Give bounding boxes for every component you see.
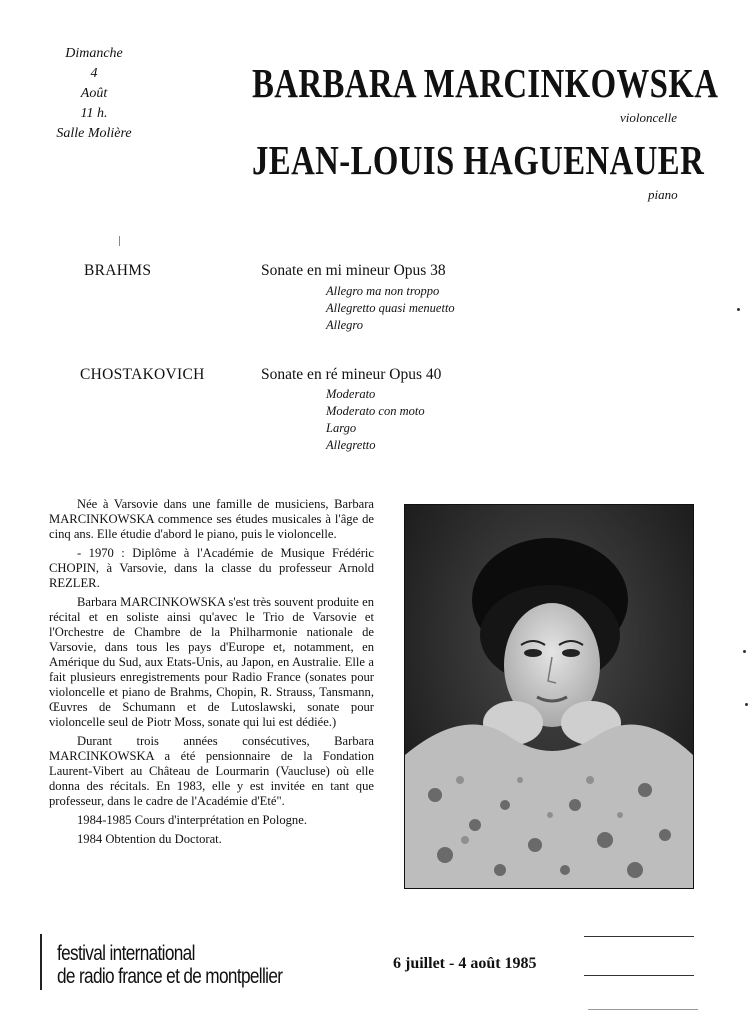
footer-rule: [584, 975, 694, 976]
performer-name-cello: BARBARA MARCINKOWSKA: [252, 60, 719, 106]
scan-speck: [745, 703, 748, 706]
festival-dates: 6 juillet - 4 août 1985: [393, 955, 537, 972]
movements-chostakovich: [326, 386, 425, 454]
event-month: Août: [80, 86, 108, 101]
movement: Moderato: [326, 387, 376, 401]
movement: Moderato con moto: [326, 404, 425, 418]
composer-brahms: BRAHMS: [84, 262, 152, 279]
scan-speck: [737, 308, 740, 311]
footer-rule: [584, 936, 694, 937]
event-date: 4: [90, 66, 98, 81]
work-brahms: Sonate en mi mineur Opus 38: [261, 262, 446, 279]
scan-speck: [743, 650, 746, 653]
portrait-image: [405, 505, 693, 888]
movement: Allegro ma non troppo: [326, 284, 440, 298]
bio-paragraph: Durant trois années consécutives, Barbara MARCINKOWSKA a été pensionnaire de la Fondation Laurent-Vibert au Château de Lourmarin (Vaucluse) où elle donna des récitals. En 1983, elle y est invitée en tant que professeur, dans le cadre de l'Académie d'Eté".: [49, 734, 374, 808]
festival-name-line1: festival international: [57, 942, 195, 965]
performer-role-cello: violoncelle: [620, 110, 678, 125]
work-chostakovich: Sonate en ré mineur Opus 40: [261, 366, 442, 383]
movement: Largo: [326, 421, 357, 435]
footer-rule: [588, 1009, 698, 1010]
movement: Allegretto: [326, 438, 376, 452]
movements-brahms: [326, 283, 455, 334]
bio-paragraph: 1984-1985 Cours d'interprétation en Pologne.: [77, 813, 307, 827]
festival-bracket: [40, 934, 49, 990]
biography: [49, 497, 374, 851]
bio-paragraph: - 1970 : Diplôme à l'Académie de Musique Frédéric CHOPIN, à Varsovie, dans la classe du professeur Arnold REZLER.: [49, 546, 374, 590]
performer-photo: [404, 504, 694, 889]
bio-paragraph: Barbara MARCINKOWSKA s'est très souvent produite en récital et en soliste ainsi qu'avec le Trio de Varsovie et l'Orchestre de Chambre de la Philharmonie nationale de Varsovie, dans tous les pays d'Europe et, notamment, en Amérique du Sud, aux Etats-Unis, au Japon, en Australie. Elle a fait plusieurs enregistrements pour Radio France (sonates pour violoncelle et piano de Brahms, Chopin, R. Strauss, Tansmann, Œuvres de Schumann et de Lutoslawski, sonate pour violoncelle seul de Piotr Moss, sonate qui lui est dédiée.): [49, 595, 374, 729]
event-time: 11 h.: [80, 106, 108, 121]
composer-chostakovich: CHOSTAKOVICH: [80, 366, 205, 383]
event-info: [38, 44, 150, 144]
event-day: Dimanche: [65, 46, 123, 61]
festival-name-line2: de radio france et de montpellier: [57, 965, 283, 988]
stray-mark: [119, 236, 120, 246]
event-venue: Salle Molière: [56, 126, 132, 141]
movement: Allegretto quasi menuetto: [326, 301, 455, 315]
movement: Allegro: [326, 318, 364, 332]
performer-name-piano: JEAN-LOUIS HAGUENAUER: [252, 137, 705, 183]
bio-paragraph: Née à Varsovie dans une famille de musiciens, Barbara MARCINKOWSKA commence ses études musicales à l'âge de cinq ans. Elle étudie d'abord le piano, puis le violoncelle.: [49, 497, 374, 541]
bio-paragraph: 1984 Obtention du Doctorat.: [77, 832, 222, 846]
performer-role-piano: piano: [648, 187, 678, 202]
